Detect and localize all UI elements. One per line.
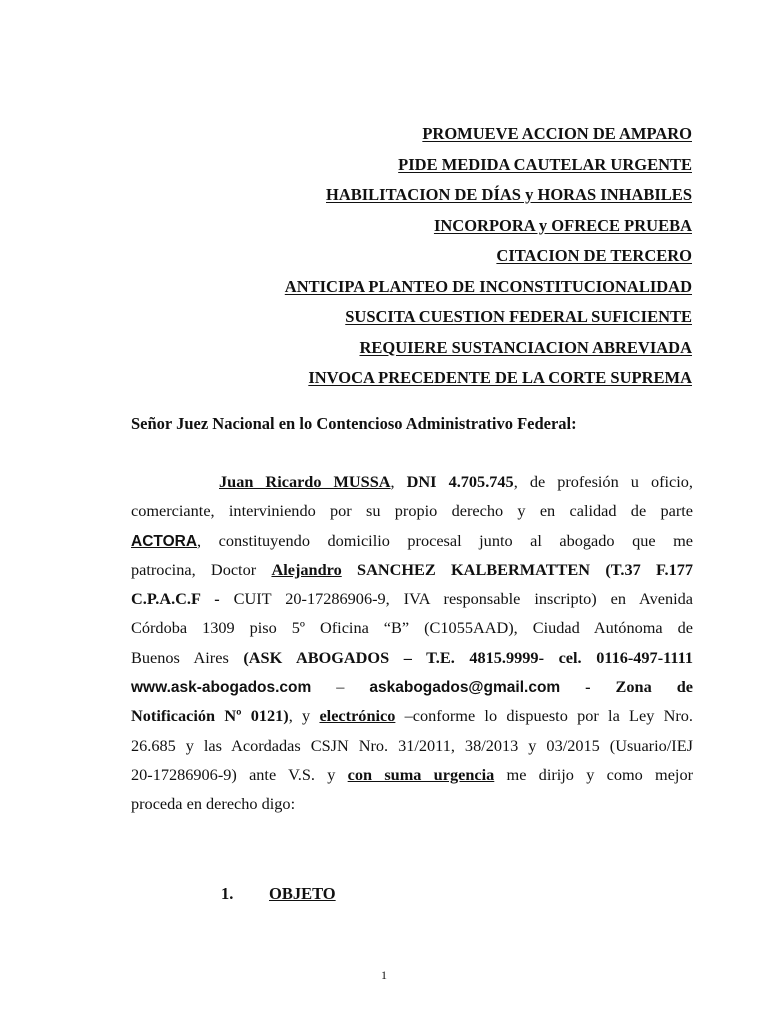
body-line [131, 643, 693, 672]
lawyer-last-name: SANCHEZ KALBERMATTEN [341, 559, 591, 579]
cpacf: C.P.A.C.F - [131, 589, 234, 609]
salutation: Señor Juez Nacional en lo Contencioso Administrativo Federal: [131, 414, 577, 433]
notification-zone: Notificación Nº 0121) [131, 706, 289, 726]
lawyer-first-name: Alejandro [271, 559, 342, 579]
heading-line: INVOCA PRECEDENTE DE LA CORTE SUPREMA [308, 368, 692, 387]
heading-line: ANTICIPA PLANTEO DE INCONSTITUCIONALIDAD [284, 276, 692, 296]
heading-line: PIDE MEDIDA CAUTELAR URGENTE [398, 154, 692, 174]
body-line [131, 672, 693, 701]
text: , de profesión u oficio, [513, 472, 693, 491]
party-name: Juan Ricardo MUSSA [219, 472, 391, 491]
electronic-label: electrónico [319, 706, 396, 726]
body-line [131, 526, 693, 555]
body-line: comerciante, interviniendo por su propio derecho y en calidad de parte [131, 501, 693, 521]
body-line [131, 760, 693, 789]
section-number: 1. [221, 884, 234, 903]
lawyer-tomo: (T.37 F.177 [590, 559, 693, 579]
body-line: Córdoba 1309 piso 5º Oficina “B” (C1055AAD), Ciudad Autónoma de [131, 618, 693, 638]
text: –conforme lo dispuesto por la Ley Nro. [395, 706, 694, 726]
page-number: 1 [381, 968, 387, 982]
text: patrocina, Doctor [131, 559, 272, 579]
body-line [131, 701, 693, 730]
text: CUIT 20-17286906-9, IVA responsable inscripto) en Avenida [233, 589, 693, 609]
heading-line: HABILITACION DE DÍAS y HORAS INHABILES [326, 185, 692, 204]
website-link[interactable]: www.ask-abogados.com [131, 679, 312, 697]
text: 20-17286906-9) ante V.S. y [131, 764, 348, 784]
text: me dirijo y como mejor [494, 764, 694, 784]
text: Buenos Aires [131, 647, 244, 667]
section-heading [221, 884, 336, 904]
heading-line: INCORPORA y OFRECE PRUEBA [433, 215, 692, 235]
contact-info: (ASK ABOGADOS – T.E. 4815.9999- cel. 0116-497-1111 [243, 647, 693, 667]
body-line [131, 555, 693, 584]
heading-line: PROMUEVE ACCION DE AMPARO [422, 124, 692, 143]
zona-label: - Zona de [560, 677, 693, 697]
body-line [131, 584, 693, 613]
text: – [311, 677, 370, 697]
petition-headings [285, 119, 692, 394]
body-line: proceda en derecho digo: [131, 794, 296, 814]
dni: DNI 4.705.745 [406, 472, 514, 491]
text: , y [288, 706, 320, 726]
urgency-label: con suma urgencia [347, 764, 495, 784]
heading-line: REQUIERE SUSTANCIACION ABREVIADA [359, 337, 692, 357]
body-line [131, 467, 693, 496]
heading-line: SUSCITA CUESTION FEDERAL SUFICIENTE [345, 307, 692, 326]
text: , [390, 472, 407, 491]
section-title: OBJETO [269, 884, 336, 903]
text: , constituyendo domicilio procesal junto al abogado que me [197, 530, 693, 550]
actora-label: ACTORA [131, 532, 198, 550]
body-paragraph [131, 467, 693, 819]
email-link[interactable]: askabogados@gmail.com [369, 679, 561, 697]
heading-line: CITACION DE TERCERO [496, 246, 692, 265]
body-line: 26.685 y las Acordadas CSJN Nro. 31/2011, 38/2013 y 03/2015 (Usuario/IEJ [131, 735, 693, 755]
